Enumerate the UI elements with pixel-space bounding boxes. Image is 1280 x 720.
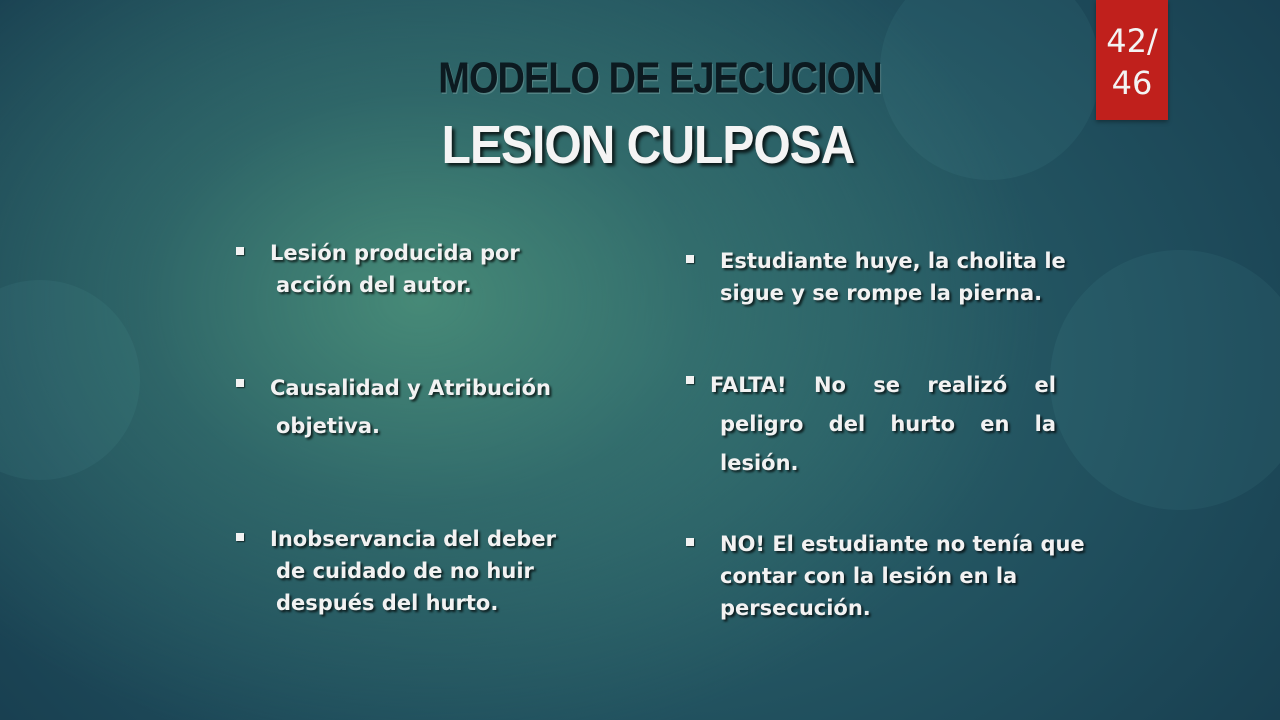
bullet-line: contar con la lesión en la bbox=[720, 564, 1018, 588]
bullet-line: FALTA! No se realizó el bbox=[710, 373, 1056, 397]
bullet-item-left-2 bbox=[236, 369, 556, 445]
bullet-marker-icon bbox=[236, 533, 244, 541]
bullet-item-left-1 bbox=[236, 237, 556, 301]
bullet-marker-icon bbox=[686, 255, 694, 263]
slide-title: LESION CULPOSA bbox=[441, 115, 855, 176]
bullet-item-left-3 bbox=[236, 523, 566, 619]
bullet-line: Causalidad y Atribución bbox=[270, 376, 551, 400]
bullet-line: acción del autor. bbox=[276, 273, 472, 297]
page-number-current: 42/ bbox=[1106, 22, 1158, 60]
bullet-item-right-3 bbox=[686, 528, 1086, 624]
bullet-line: Estudiante huye, la cholita le bbox=[720, 249, 1066, 273]
bullet-line: sigue y se rompe la pierna. bbox=[720, 281, 1043, 305]
bullet-line: Inobservancia del deber bbox=[270, 527, 556, 551]
bullet-marker-icon bbox=[686, 376, 694, 384]
bullet-line: objetiva. bbox=[276, 414, 380, 438]
bullet-marker-icon bbox=[236, 379, 244, 387]
bullet-line: peligro del hurto en la bbox=[720, 412, 1056, 436]
background-bokeh bbox=[0, 280, 140, 480]
bullet-line: después del hurto. bbox=[276, 591, 499, 615]
bullet-line: persecución. bbox=[720, 596, 871, 620]
bullet-marker-icon bbox=[686, 538, 694, 546]
bullet-line: Lesión producida por bbox=[270, 241, 520, 265]
bullet-marker-icon bbox=[236, 247, 244, 255]
bullet-line: lesión. bbox=[720, 451, 799, 475]
bullet-line: NO! El estudiante no tenía que bbox=[720, 532, 1085, 556]
page-number-total: 46 bbox=[1111, 64, 1153, 102]
slide-subtitle: MODELO DE EJECUCION bbox=[438, 54, 882, 104]
bullet-item-right-2 bbox=[686, 366, 1056, 483]
bullet-line: de cuidado de no huir bbox=[276, 559, 534, 583]
bullet-item-right-1 bbox=[686, 245, 1086, 309]
